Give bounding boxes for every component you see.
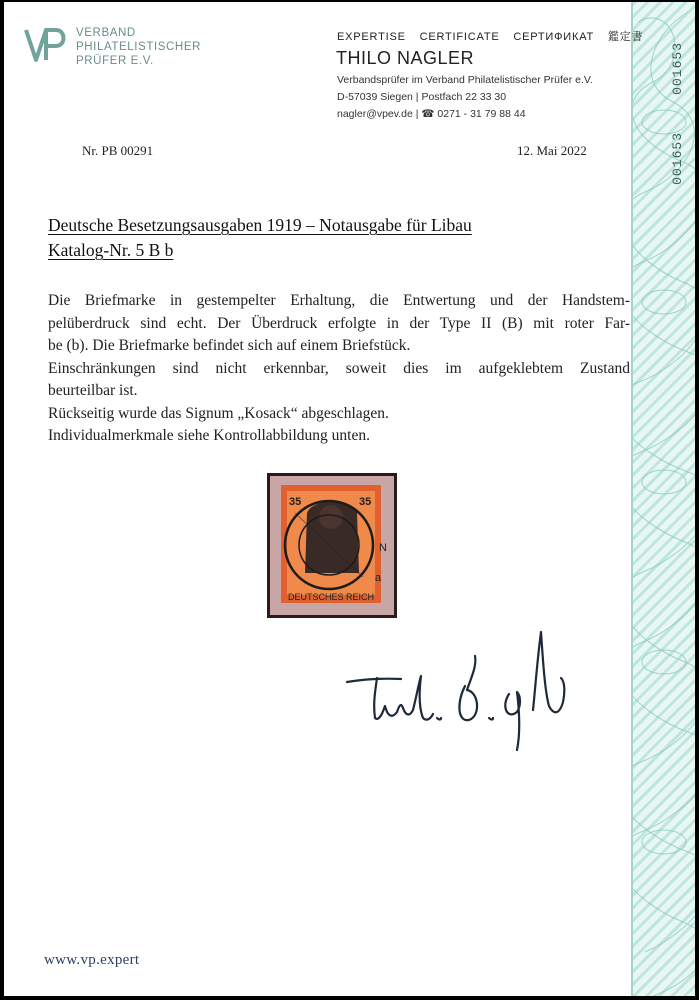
stamp-value-left: 35 [289,496,302,508]
association-line: VERBAND [76,27,136,39]
certificate-sheet [4,2,695,996]
body-line: Individualmerkmale siehe Kontrollabbildung unten. [48,427,370,444]
postmark-letter-n: N [379,542,387,554]
certificate-title [48,213,472,263]
signature-image [339,622,579,762]
expert-line: D-57039 Siegen | Postfach 22 33 30 [337,91,507,103]
stamp-picture [267,473,397,618]
vp-logo-icon [24,26,70,66]
body-line: be (b). Die Briefmarke befindet sich auf einem Briefstück. [48,337,411,354]
certificate-number: Nr. PB 00291 [82,143,154,158]
title-line-2: Katalog-Nr. 5 B b [48,240,174,260]
association-line: PHILATELISTISCHER [76,41,202,53]
label-expertise: EXPERTISE [337,31,406,43]
serial-number-bottom: 001653 [670,132,685,185]
stamp-image [267,473,397,618]
association-name [76,26,201,68]
label-kanteisho: 鑑定書 [607,31,644,43]
body-line: beurteilbar ist. [48,382,138,399]
expert-contact [337,72,593,123]
body-line: Rückseitig wurde das Signum „Kosack“ abgeschlagen. [48,404,389,422]
stamp-inscription: DEUTSCHES REICH [287,592,375,602]
label-sertifikat: СЕРТИФИКАТ [513,31,594,43]
label-certificate: CERTIFICATE [419,31,500,43]
body-line: Einschränkungen sind nicht erkennbar, soweit dies im aufgeklebtem Zustand [48,359,630,377]
security-border [631,2,695,996]
body-line: Die Briefmarke in gestempelter Erhaltung, die Entwertung und der Handstem- [48,292,630,309]
guilloche-pattern [633,2,695,996]
expert-line: nagler@vpev.de | ☎ 0271 - 31 79 88 44 [337,108,526,120]
stamp-value-right: 35 [359,496,372,508]
title-line-1: Deutsche Besetzungsausgaben 1919 – Notausgabe für Libau [48,215,472,235]
certificate-date: 12. Mai 2022 [517,143,587,158]
expert-line: Verbandsprüfer im Verband Philatelistischer Prüfer e.V. [337,74,593,86]
website-link[interactable]: www.vp.expert [44,952,140,968]
postmark-letter-a: a [375,572,382,584]
expert-name: THILO NAGLER [336,48,475,68]
association-line: PRÜFER E.V. [76,55,154,67]
certificate-body [48,290,630,448]
certificate-labels [337,28,653,44]
serial-number-top: 001653 [670,42,685,95]
body-line: pelüberdruck sind echt. Der Überdruck erfolgte in der Type II (B) mit roter Far- [48,314,630,332]
